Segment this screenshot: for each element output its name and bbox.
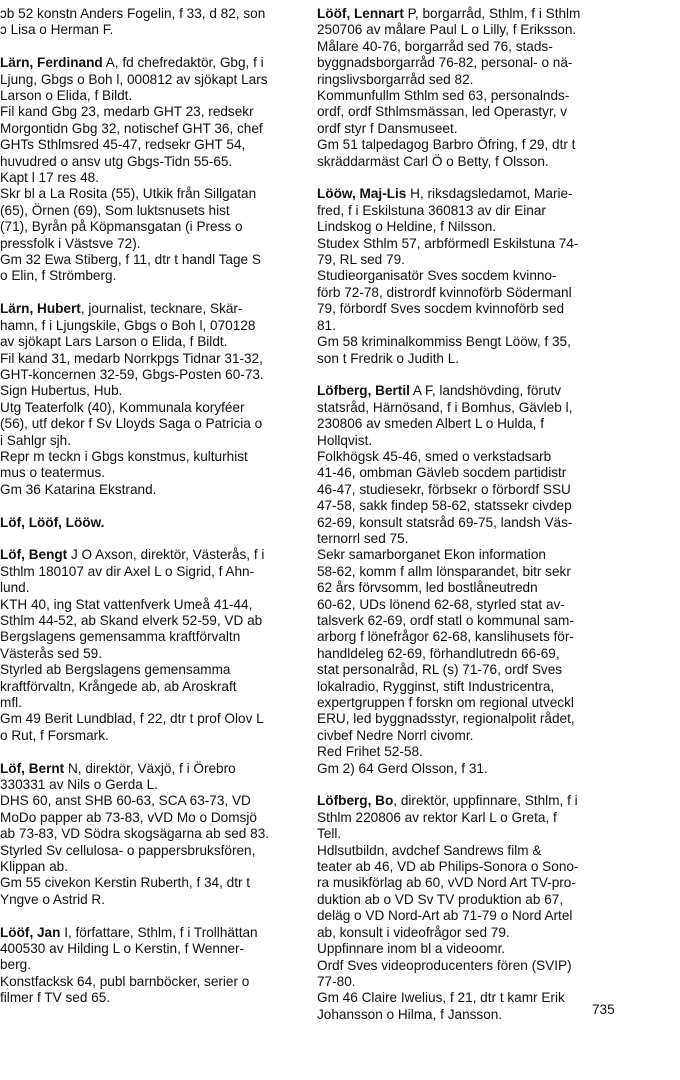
entry-text: P, borgarråd, Sthlm, f i Sthlm bbox=[403, 6, 581, 21]
entry-heading: Lärn, Ferdinand bbox=[0, 55, 103, 71]
entry-line: 81. bbox=[317, 317, 336, 333]
entry-line: filmer f TV sed 65. bbox=[0, 990, 111, 1006]
entry-line: 62 års förvsomm, led bostlåneutredn bbox=[317, 580, 538, 596]
entry-line: Yngve o Astrid R. bbox=[0, 891, 106, 907]
entry-line: Kapt l 17 res 48. bbox=[0, 170, 99, 186]
right-column bbox=[317, 6, 677, 1023]
entry-line: Studex Sthlm 57, arbförmedl Eskilstuna 74- bbox=[317, 235, 579, 251]
entry-line: Ordf Sves videoproducenters fören (SVIP) bbox=[317, 957, 572, 973]
entry-line: mus o teatermus. bbox=[0, 465, 106, 481]
entry-text: , journalist, tecknare, Skär- bbox=[80, 301, 243, 317]
entry-heading: Lööf, Lennart bbox=[317, 6, 404, 21]
entry-line: Målare 40-76, borgarråd sed 76, stads- bbox=[317, 38, 553, 54]
entry-line: Lindskog o Heldine, f Nilsson. bbox=[317, 219, 497, 235]
entry-gap bbox=[0, 39, 302, 55]
entry-line: Hdlsutbildn, avdchef Sandrews film & bbox=[317, 842, 542, 858]
biography-entry bbox=[317, 793, 677, 1023]
entry-text: H, riksdagsledamot, Marie- bbox=[406, 186, 573, 202]
entry-line: Johansson o Hilma, f Jansson. bbox=[317, 1006, 503, 1022]
entry-line: Studieorganisatör Sves socdem kvinno- bbox=[317, 268, 557, 284]
entry-line bbox=[317, 6, 677, 22]
entry-line: stat personalråd, RL (s) 71-76, ordf Sves bbox=[317, 662, 563, 678]
entry-text: , direktör, uppfinnare, Sthlm, f i bbox=[393, 793, 578, 809]
entry-text: I, författare, Sthlm, f i Trollhättan bbox=[60, 924, 258, 940]
biography-entry bbox=[0, 515, 302, 531]
entry-line bbox=[317, 793, 677, 809]
entry-text: A F, landshövding, förutv bbox=[409, 383, 562, 399]
page-number: 735 bbox=[592, 1002, 615, 1017]
entry-line: o Rut, f Forsmark. bbox=[0, 727, 109, 743]
entry-line: Gm 51 talpedagog Barbro Öfring, f 29, dtr t bbox=[317, 137, 576, 153]
entry-line: byggnadsborgarråd 76-82, personal- o nä- bbox=[317, 55, 573, 71]
entry-line: duktion ab o VD Sv TV produktion ab 67, bbox=[317, 891, 564, 907]
entry-line: KTH 40, ing Stat vattenfverk Umeå 41-44, bbox=[0, 596, 253, 612]
entry-gap bbox=[317, 777, 677, 793]
entry-line: 58-62, komm f allm lönsparandet, bitr sekr bbox=[317, 563, 571, 579]
entry-heading: Löfberg, Bertil bbox=[317, 383, 410, 399]
entry-line: huvudred o ansv utg Gbgs-Tidn 55-65. bbox=[0, 153, 233, 169]
entry-line: Gm 46 Claire Iwelius, f 21, dtr t kamr Erik bbox=[317, 990, 565, 1006]
entry-line: ab 73-83, VD Södra skogsägarna ab sed 83. bbox=[0, 826, 270, 842]
entry-gap bbox=[0, 285, 302, 301]
entry-gap bbox=[0, 531, 302, 547]
entry-line: civbef Nedre Norrl civomr. bbox=[317, 727, 474, 743]
entry-line: berg. bbox=[0, 957, 31, 973]
entry-line: teater ab 46, VD ab Philips-Sonora o Sono- bbox=[317, 859, 579, 875]
entry-line: Skr bl a La Rosita (55), Utkik från Sillgatan bbox=[0, 186, 257, 202]
entry-text: J O Axson, direktör, Västerås, f i bbox=[67, 547, 265, 563]
entry-line bbox=[0, 55, 302, 71]
entry-line: Klippan ab. bbox=[0, 859, 69, 875]
left-column bbox=[0, 6, 302, 1007]
entry-line bbox=[0, 301, 302, 317]
entry-line: Utg Teaterfolk (40), Kommunala koryféer bbox=[0, 399, 245, 415]
entry-line: MoDo papper ab 73-83, vVD Mo o Domsjö bbox=[0, 809, 257, 825]
entry-line: (65), Örnen (69), Som luktsnusets hist bbox=[0, 202, 230, 218]
entry-line: Uppfinnare inom bl a videoomr. bbox=[317, 941, 506, 957]
entry-line: deläg o VD Nord-Art ab 71-79 o Nord Artel bbox=[317, 908, 573, 924]
entry-line: Morgontidn Gbg 32, notischef GHT 36, chef bbox=[0, 120, 263, 136]
entry-line: fred, f i Eskilstuna 360813 av dir Einar bbox=[317, 202, 546, 218]
entry-line: Sthlm 220806 av rektor Karl L o Greta, f bbox=[317, 809, 557, 825]
entry-line: 77-80. bbox=[317, 973, 356, 989]
entry-line: statsråd, Härnösand, f i Bomhus, Gävleb l, bbox=[317, 399, 573, 415]
entry-heading: Löfberg, Bo bbox=[317, 793, 394, 809]
entry-line bbox=[0, 515, 302, 531]
entry-line: lokalradio, Rygginst, stift Industricentra, bbox=[317, 678, 555, 694]
entry-text: N, direktör, Växjö, f i Örebro bbox=[64, 760, 236, 776]
entry-line: Gm 58 kriminalkommiss Bengt Lööw, f 35, bbox=[317, 334, 571, 350]
entry-line: expertgruppen f forskn om regional utveckl bbox=[317, 695, 574, 711]
entry-line: Hollqvist. bbox=[317, 432, 373, 448]
entry-line: hamn, f i Ljungskile, Gbgs o Boh l, 070128 bbox=[0, 317, 256, 333]
entry-line: av sjökapt Lars Larson o Elida, f Bildt. bbox=[0, 334, 228, 350]
entry-line: 79, förbordf Sves socdem kvinnoförb sed bbox=[317, 301, 565, 317]
entry-line: (71), Byrån på Köpmansgatan (i Press o bbox=[0, 219, 243, 235]
entry-line: ordf, ordf Sthlmsmässan, led Operastyr, v bbox=[317, 104, 568, 120]
entry-line: Kommunfullm Sthlm sed 63, personalnds- bbox=[317, 88, 570, 104]
biography-entry bbox=[0, 547, 302, 744]
entry-heading: Löf, Lööf, Lööw. bbox=[0, 514, 105, 530]
entry-line bbox=[317, 186, 677, 202]
entry-line: Gm 49 Berit Lundblad, f 22, dtr t prof Olov L bbox=[0, 711, 264, 727]
entry-line: ERU, led byggnadsstyr, regionalpolit rådet, bbox=[317, 711, 575, 727]
entry-line: 41-46, ombman Gävleb socdem partidistr bbox=[317, 465, 567, 481]
entry-line: Västerås sed 59. bbox=[0, 645, 103, 661]
entry-line: ra musikförlag ab 60, vVD Nord Art TV-pro- bbox=[317, 875, 576, 891]
entry-line: Fil kand Gbg 23, medarb GHT 23, redsekr bbox=[0, 104, 254, 120]
entry-line: 230806 av smeden Albert L o Hulda, f bbox=[317, 416, 544, 432]
entry-line: pressfolk i Västsve 72). bbox=[0, 235, 141, 251]
entry-gap bbox=[0, 908, 302, 924]
biography-entry bbox=[0, 761, 302, 909]
entry-line: 330331 av Nils o Gerda L. bbox=[0, 777, 158, 793]
entry-line: 60-62, UDs lönend 62-68, styrled stat av- bbox=[317, 596, 565, 612]
entry-line: son t Fredrik o Judith L. bbox=[317, 350, 460, 366]
entry-line: Folkhögsk 45-46, smed o verkstadsarb bbox=[317, 448, 552, 464]
entry-heading: Lööf, Jan bbox=[0, 924, 61, 940]
biography-entry bbox=[0, 55, 302, 285]
entry-line: Tell. bbox=[317, 826, 342, 842]
entry-gap bbox=[317, 367, 677, 383]
entry-line: GHTs Sthlmsred 45-47, redsekr GHT 54, bbox=[0, 137, 246, 153]
biography-entry bbox=[317, 6, 677, 170]
entry-line: Sign Hubertus, Hub. bbox=[0, 383, 123, 399]
entry-line: i Sahlgr sjh. bbox=[0, 432, 72, 448]
entry-line: GHT-koncernen 32-59, Gbgs-Posten 60-73. bbox=[0, 366, 264, 382]
entry-line: 79, RL sed 79. bbox=[317, 252, 405, 268]
biography-entry bbox=[317, 186, 677, 366]
entry-line: Gm 2) 64 Gerd Olsson, f 31. bbox=[317, 760, 488, 776]
entry-line: ɔb 52 konstn Anders Fogelin, f 33, d 82, son bbox=[0, 6, 266, 21]
entry-line: ringslivsborgarråd sed 82. bbox=[317, 71, 474, 87]
entry-line: mfl. bbox=[0, 695, 22, 710]
entry-gap bbox=[0, 498, 302, 514]
entry-line: skräddarmäst Carl Ö o Betty, f Olsson. bbox=[317, 153, 549, 169]
biography-entry bbox=[0, 6, 302, 39]
entry-line: förb 72-78, distrordf kvinnoförb Södermanl bbox=[317, 284, 572, 300]
entry-line bbox=[0, 761, 302, 777]
entry-line: 250706 av målare Paul L o Lilly, f Eriksson. bbox=[317, 22, 577, 38]
entry-line: ab, konsult i videofrågor sed 79. bbox=[317, 924, 510, 940]
entry-line: kraftförvaltn, Krångede ab, ab Aroskraft bbox=[0, 678, 237, 694]
entry-line: talsverk 62-69, ordf statl o kommunal sam- bbox=[317, 613, 574, 628]
entry-line: arborg f lönefrågor 62-68, kanslihusets för- bbox=[317, 629, 574, 645]
entry-line: Sthlm 44-52, ab Skand elverk 52-59, VD ab bbox=[0, 612, 263, 628]
entry-line: 46-47, studiesekr, förbsekr o förbordf SSU bbox=[317, 481, 571, 497]
entry-line: Gm 55 civekon Kerstin Ruberth, f 34, dtr t bbox=[0, 875, 251, 891]
entry-heading: Lööw, Maj-Lis bbox=[317, 186, 407, 202]
entry-line: Larson o Elida, f Bildt. bbox=[0, 88, 133, 104]
entry-line: 62-69, konsult statsråd 69-75, landsh Väs- bbox=[317, 514, 573, 530]
entry-heading: Lärn, Hubert bbox=[0, 301, 81, 317]
entry-line: Ljung, Gbgs o Boh l, 000812 av sjökapt Lars bbox=[0, 71, 268, 87]
entry-line: o Elin, f Strömberg. bbox=[0, 268, 117, 284]
entry-line bbox=[0, 925, 302, 941]
entry-line bbox=[317, 383, 677, 399]
biography-entry bbox=[0, 925, 302, 1007]
entry-line: Gm 36 Katarina Ekstrand. bbox=[0, 481, 157, 497]
entry-heading: Löf, Bengt bbox=[0, 547, 68, 563]
entry-line: ordf styr f Dansmuseet. bbox=[317, 120, 458, 136]
entry-line: Sekr samarborganet Ekon information bbox=[317, 547, 546, 563]
biography-entry bbox=[317, 383, 677, 777]
entry-line: Red Frihet 52-58. bbox=[317, 744, 423, 760]
entry-line: DHS 60, anst SHB 60-63, SCA 63-73, VD bbox=[0, 793, 251, 809]
entry-line: handldeleg 62-69, förhandlutredn 66-69, bbox=[317, 645, 560, 661]
entry-line bbox=[0, 547, 302, 563]
entry-gap bbox=[317, 170, 677, 186]
entry-line: Sthlm 180107 av dir Axel L o Sigrid, f Ahn- bbox=[0, 563, 255, 579]
entry-line: Bergslagens gemensamma kraftförvaltn bbox=[0, 629, 241, 645]
entry-line: (56), utf dekor f Sv Lloyds Saga o Patricia o bbox=[0, 416, 263, 432]
entry-line: Repr m teckn i Gbgs konstmus, kulturhist bbox=[0, 448, 248, 464]
entry-line: lund. bbox=[0, 580, 30, 596]
entry-heading: Löf, Bernt bbox=[0, 760, 65, 776]
entry-line: 47-58, sakk findep 58-62, statssekr civdep bbox=[317, 498, 572, 514]
entry-line: Konstfacksk 64, publ barnböcker, serier o bbox=[0, 973, 250, 989]
entry-line: Styrled Sv cellulosa- o pappersbruksfören, bbox=[0, 842, 256, 858]
entry-line: Styrled ab Bergslagens gemensamma bbox=[0, 662, 231, 678]
entry-gap bbox=[0, 744, 302, 760]
entry-line: ɔ Lisa o Herman F. bbox=[0, 22, 114, 38]
entry-text: A, fd chefredaktör, Gbg, f i bbox=[102, 55, 264, 71]
entry-line: ternorrl sed 75. bbox=[317, 530, 409, 546]
entry-line: Gm 32 Ewa Stiberg, f 11, dtr t handl Tage S bbox=[0, 252, 261, 268]
entry-line: Fil kand 31, medarb Norrkpgs Tidnar 31-32, bbox=[0, 350, 263, 366]
biography-entry bbox=[0, 301, 302, 498]
entry-line: 400530 av Hilding L o Kerstin, f Wenner- bbox=[0, 941, 245, 957]
